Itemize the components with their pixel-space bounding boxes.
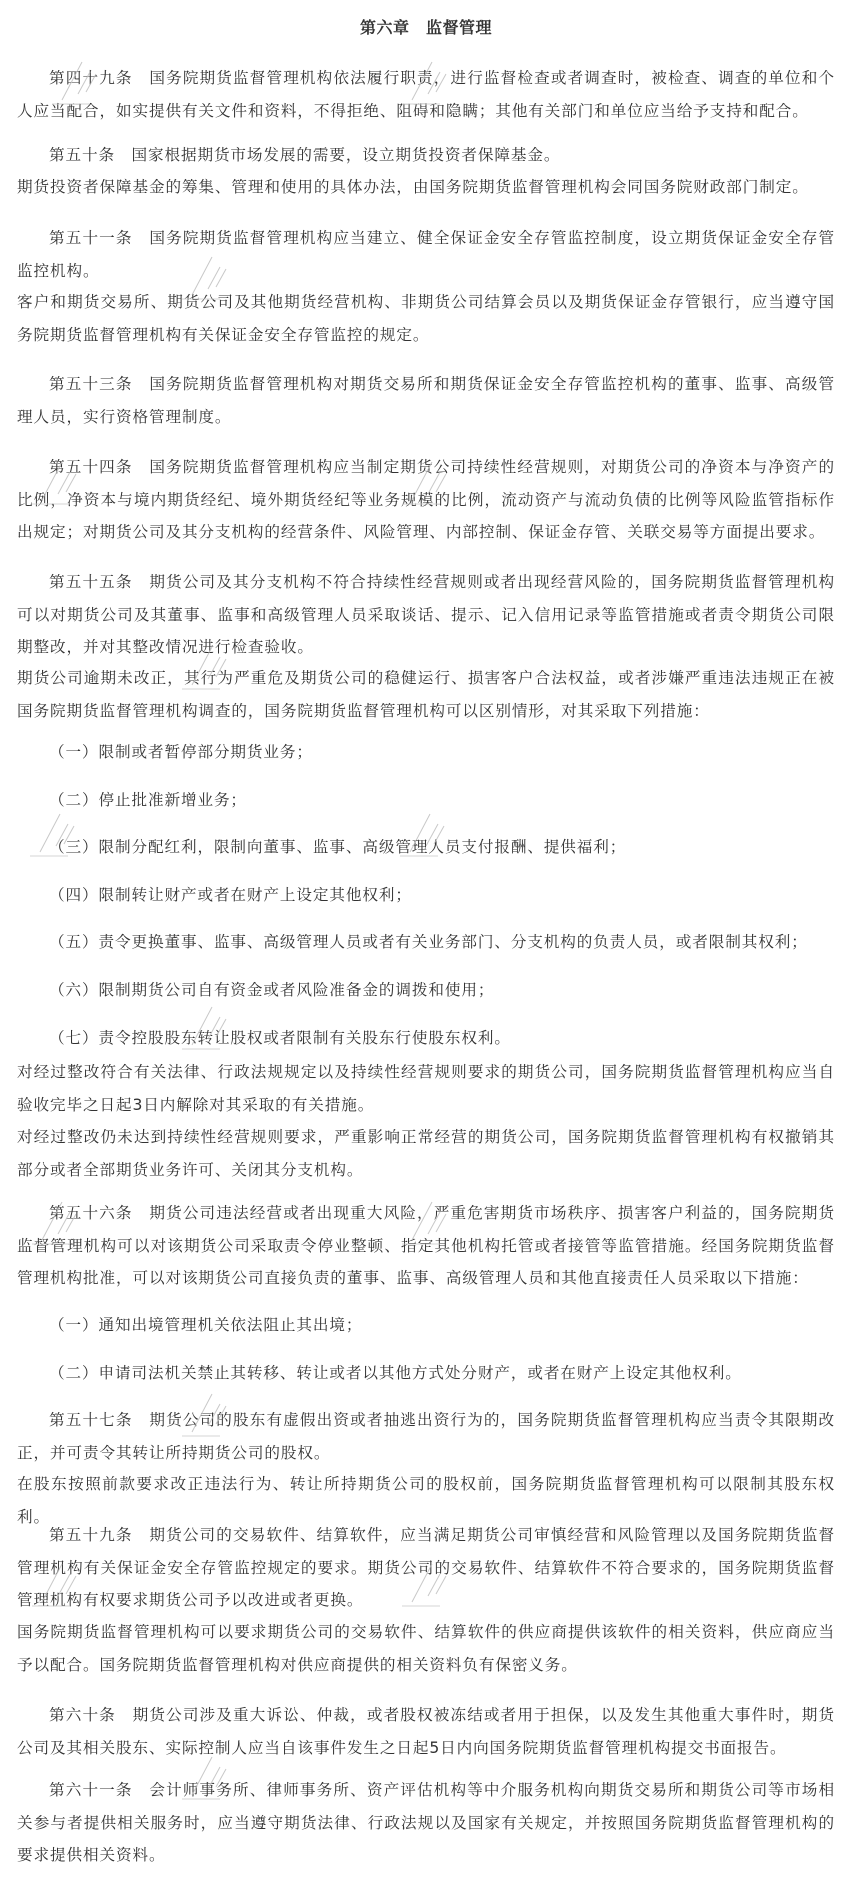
chapter-title: 第六章 监督管理	[359, 18, 492, 37]
article-57: 第五十七条 期货公司的股东有虚假出资或者抽逃出资行为的，国务院期货监督管理机构应当责令其限期改正，并可责令其转让所持期货公司的股权。	[17, 1411, 835, 1462]
article-60: 第六十条 期货公司涉及重大诉讼、仲裁，或者股权被冻结或者用于担保，以及发生其他重大事件时，期货公司及其相关股东、实际控制人应当自该事件发生之日起5日内向国务院期货监督管理机构提交书面报告。	[17, 1706, 835, 1757]
article-55-clause-revoke: 对经过整改仍未达到持续性经营规则要求，严重影响正常经营的期货公司，国务院期货监督管理机构有权撤销其部分或者全部期货业务许可、关闭其分支机构。	[17, 1128, 835, 1179]
article-49: 第四十九条 国务院期货监督管理机构依法履行职责，进行监督检查或者调查时，被检查、调查的单位和个人应当配合，如实提供有关文件和资料，不得拒绝、阻碍和隐瞒；其他有关部门和单位应当给予支持和配合。	[17, 69, 835, 120]
article-55-clause: 期货公司逾期未改正，其行为严重危及期货公司的稳健运行、损害客户合法权益，或者涉嫌严重违法违规正在被国务院期货监督管理机构调查的，国务院期货监督管理机构可以区别情形，对其采取下列措施：	[17, 669, 835, 720]
measure-item-5: （五）责令更换董事、监事、高级管理人员或者有关业务部门、分支机构的负责人员，或者限制其权利；	[49, 933, 808, 951]
article-50-clause: 期货投资者保障基金的筹集、管理和使用的具体办法，由国务院期货监督管理机构会同国务院财政部门制定。	[17, 178, 809, 196]
article-57-clause: 在股东按照前款要求改正违法行为、转让所持期货公司的股权前，国务院期货监督管理机构可以限制其股东权利。	[17, 1475, 835, 1526]
article-55: 第五十五条 期货公司及其分支机构不符合持续性经营规则或者出现经营风险的，国务院期货监督管理机构可以对期货公司及其董事、监事和高级管理人员采取谈话、提示、记入信用记录等监管措施或者责令期货公司限期整改，并对其整改情况进行检查验收。	[17, 573, 835, 656]
measure-item-2: （二）停止批准新增业务；	[49, 791, 247, 809]
article-56-item-2: （二）申请司法机关禁止其转移、转让或者以其他方式处分财产，或者在财产上设定其他权利。	[49, 1364, 742, 1382]
article-56-item-1: （一）通知出境管理机关依法阻止其出境；	[49, 1316, 363, 1334]
article-54: 第五十四条 国务院期货监督管理机构应当制定期货公司持续性经营规则，对期货公司的净资本与净资产的比例，净资本与境内期货经纪、境外期货经纪等业务规模的比例，流动资产与流动负债的比例等风险监管指标作出规定；对期货公司及其分支机构的经营条件、风险管理、内部控制、保证金存管、关联交易等方面提出要求。	[17, 458, 835, 541]
article-61: 第六十一条 会计师事务所、律师事务所、资产评估机构等中介服务机构向期货交易所和期货公司等市场相关参与者提供相关服务时，应当遵守期货法律、行政法规以及国家有关规定，并按照国务院期货监督管理机构的要求提供相关资料。	[17, 1781, 835, 1864]
article-51: 第五十一条 国务院期货监督管理机构应当建立、健全保证金安全存管监控制度，设立期货保证金安全存管监控机构。	[17, 229, 835, 280]
measure-item-6: （六）限制期货公司自有资金或者风险准备金的调拨和使用；	[49, 981, 495, 999]
measure-item-7: （七）责令控股股东转让股权或者限制有关股东行使股东权利。	[49, 1029, 511, 1047]
article-56: 第五十六条 期货公司违法经营或者出现重大风险，严重危害期货市场秩序、损害客户利益的，国务院期货监督管理机构可以对该期货公司采取责令停业整顿、指定其他机构托管或者接管等监管措施。经国务院期货监督管理机构批准，可以对该期货公司直接负责的董事、监事、高级管理人员和其他直接责任人员采取以下措施：	[17, 1204, 835, 1287]
measure-item-1: （一）限制或者暂停部分期货业务；	[49, 743, 313, 761]
article-50: 第五十条 国家根据期货市场发展的需要，设立期货投资者保障基金。	[49, 146, 561, 164]
article-55-clause-lift: 对经过整改符合有关法律、行政法规规定以及持续性经营规则要求的期货公司，国务院期货监督管理机构应当自验收完毕之日起3日内解除对其采取的有关措施。	[17, 1063, 835, 1114]
article-51-clause: 客户和期货交易所、期货公司及其他期货经营机构、非期货公司结算会员以及期货保证金存管银行，应当遵守国务院期货监督管理机构有关保证金安全存管监控的规定。	[17, 293, 835, 344]
measure-item-3: （三）限制分配红利，限制向董事、监事、高级管理人员支付报酬、提供福利；	[49, 838, 627, 856]
article-59: 第五十九条 期货公司的交易软件、结算软件，应当满足期货公司审慎经营和风险管理以及国务院期货监督管理机构有关保证金安全存管监控规定的要求。期货公司的交易软件、结算软件不符合要求的，国务院期货监督管理机构有权要求期货公司予以改进或者更换。	[17, 1526, 835, 1609]
measure-item-4: （四）限制转让财产或者在财产上设定其他权利；	[49, 886, 412, 904]
article-53: 第五十三条 国务院期货监督管理机构对期货交易所和期货保证金安全存管监控机构的董事、监事、高级管理人员，实行资格管理制度。	[17, 375, 835, 426]
article-59-clause: 国务院期货监督管理机构可以要求期货公司的交易软件、结算软件的供应商提供该软件的相关资料，供应商应当予以配合。国务院期货监督管理机构对供应商提供的相关资料负有保密义务。	[17, 1623, 835, 1674]
